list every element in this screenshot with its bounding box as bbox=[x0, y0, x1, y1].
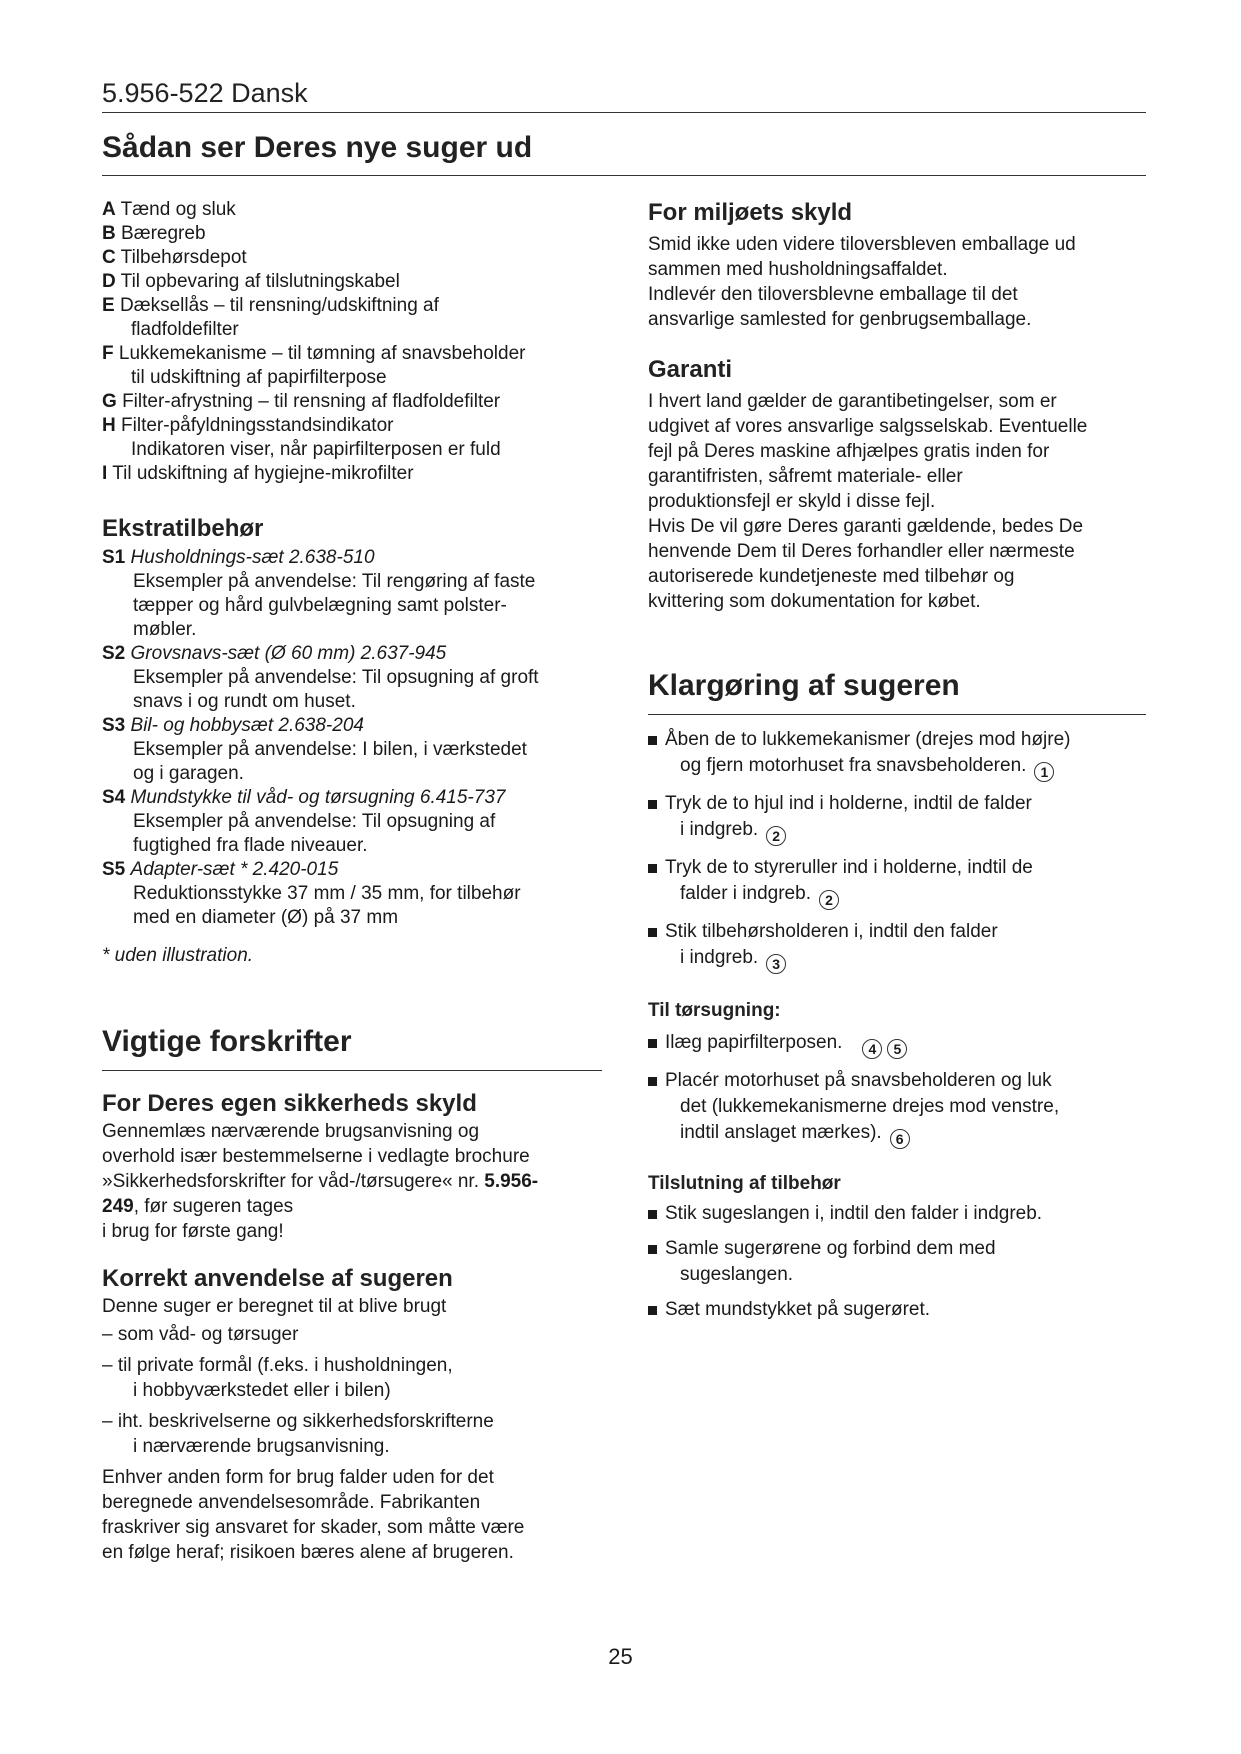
usage-heading: Korrekt anvendelse af sugeren bbox=[102, 1265, 453, 1292]
bullet-square bbox=[648, 1039, 657, 1048]
legend-item-d: D Til opbevaring af tilslutningskabel bbox=[102, 271, 400, 292]
right-column bbox=[648, 198, 1148, 1332]
safety-text: Gennemlæs nærværende brugsanvisning og overhold især bestemmelserne i vedlagte brochure »Sikkerhedsforskrifter for våd-/tørsugere« nr. 5.956- 249, før sugeren tages i brug for første gang! bbox=[102, 1121, 539, 1242]
connect-step-3: Sæt mundstykket på sugerøret. bbox=[648, 1297, 1148, 1323]
title-rule bbox=[102, 175, 1146, 176]
dry-step-2: Placér motorhuset på snavsbeholderen og luk det (lukkemekanismerne drejes mod venstre, indtil anslaget mærkes). 6 bbox=[648, 1068, 1148, 1149]
bullet-square bbox=[648, 800, 657, 809]
bullet-square bbox=[648, 864, 657, 873]
usage-item-2: – til private formål (f.eks. i husholdningen, i hobbyværkstedet eller i bilen) bbox=[102, 1355, 453, 1401]
bullet-square bbox=[648, 736, 657, 745]
prep-step-3: Tryk de to styreruller ind i holderne, indtil de falder i indgreb. 2 bbox=[648, 855, 1148, 910]
preparation-rule bbox=[648, 714, 1146, 715]
dry-step-1: Ilæg papirfilterposen. 4 5 bbox=[648, 1030, 1148, 1059]
accessories-list bbox=[102, 546, 602, 930]
legend-item-b: B Bæregreb bbox=[102, 223, 206, 244]
accessory-s2: S2 Grovsnavs-sæt (Ø 60 mm) 2.637-945 Eksempler på anvendelse: Til opsugning af groft snavs i og rundt om huset. bbox=[102, 643, 539, 712]
accessory-s5: S5 Adapter-sæt * 2.420-015 Reduktionsstykke 37 mm / 35 mm, for tilbehør med en diameter (Ø) på 37 mm bbox=[102, 859, 521, 928]
environment-text: Smid ikke uden videre tiloversbleven emballage ud sammen med husholdningsaffaldet. Indlevér den tiloversblevne emballage til det ansvarlige samlested for genbrugsemballage. bbox=[648, 234, 1076, 330]
figure-ref-icon: 5 bbox=[887, 1039, 907, 1059]
document-header: 5.956-522 Dansk bbox=[102, 78, 308, 108]
page-title: Sådan ser Deres nye suger ud bbox=[102, 131, 533, 164]
figure-ref-icon: 6 bbox=[890, 1129, 910, 1149]
connect-step-2: Samle sugerørene og forbind dem med sugeslangen. bbox=[648, 1236, 1148, 1288]
page-number: 25 bbox=[608, 1644, 633, 1669]
dry-vacuuming-heading: Til tørsugning: bbox=[648, 1000, 781, 1021]
bullet-square bbox=[648, 1245, 657, 1254]
usage-outro: Enhver anden form for brug falder uden for det beregnede anvendelsesområde. Fabrikanten fraskriver sig ansvaret for skader, som måtte være en følge heraf; risikoen bæres alene af brugeren. bbox=[102, 1467, 525, 1563]
important-rule bbox=[102, 1070, 602, 1071]
usage-item-1: – som våd- og tørsuger bbox=[102, 1324, 299, 1345]
legend-item-h: H Filter-påfyldningsstandsindikator Indikatoren viser, når papirfilterposen er fuld bbox=[102, 415, 501, 460]
legend-item-e: E Dæksellås – til rensning/udskiftning af fladfoldefilter bbox=[102, 295, 439, 340]
bullet-square bbox=[648, 1077, 657, 1086]
warranty-text: I hvert land gælder de garantibetingelser, som er udgivet af vores ansvarlige salgsselskab. Eventuelle fejl på Deres maskine afhjælpes gratis inden for garantifristen, såfremt materiale- eller produktionsfejl er skyld i disse fejl. Hvis De vil gøre Deres garanti gældende, bedes De henvende Dem til Deres forhandler eller nærmeste autoriserede kundetjeneste med tilbehør og kvittering som dokumentation for købet. bbox=[648, 391, 1088, 612]
connect-accessories-heading: Tilslutning af tilbehør bbox=[648, 1173, 841, 1194]
usage-item-3: – iht. beskrivelserne og sikkerhedsforskrifterne i nærværende brugsanvisning. bbox=[102, 1411, 494, 1457]
accessories-heading: Ekstratilbehør bbox=[102, 515, 264, 542]
accessory-s3: S3 Bil- og hobbysæt 2.638-204 Eksempler på anvendelse: I bilen, i værkstedet og i garagen. bbox=[102, 715, 527, 784]
prep-step-4: Stik tilbehørsholderen i, indtil den falder i indgreb. 3 bbox=[648, 919, 1148, 974]
figure-ref-icon: 2 bbox=[819, 890, 839, 910]
prep-step-2: Tryk de to hjul ind i holderne, indtil de falder i indgreb. 2 bbox=[648, 791, 1148, 846]
legend-item-f: F Lukkemekanisme – til tømning af snavsbeholder til udskiftning af papirfilterpose bbox=[102, 343, 526, 388]
environment-heading: For miljøets skyld bbox=[648, 199, 853, 226]
safety-heading: For Deres egen sikkerheds skyld bbox=[102, 1090, 477, 1117]
bullet-square bbox=[648, 1306, 657, 1315]
bullet-square bbox=[648, 928, 657, 937]
legend-item-g: G Filter-afrystning – til rensning af fladfoldefilter bbox=[102, 391, 501, 412]
accessories-note: * uden illustration. bbox=[102, 945, 254, 966]
figure-ref-icon: 4 bbox=[862, 1039, 882, 1059]
figure-ref-icon: 1 bbox=[1034, 762, 1054, 782]
legend-item-a: A Tænd og sluk bbox=[102, 199, 236, 220]
legend-item-i: I Til udskiftning af hygiejne-mikrofilter bbox=[102, 463, 414, 484]
accessory-s1: S1 Husholdnings-sæt 2.638-510 Eksempler på anvendelse: Til rengøring af faste tæpper og hård gulvbelægning samt polster- møbler. bbox=[102, 547, 536, 640]
usage-intro: Denne suger er beregnet til at blive brugt bbox=[102, 1296, 447, 1317]
left-column bbox=[102, 198, 602, 1565]
header-rule bbox=[102, 112, 1146, 113]
prep-step-1: Åben de to lukkemekanismer (drejes mod højre) og fjern motorhuset fra snavsbeholderen. 1 bbox=[648, 727, 1148, 782]
figure-ref-icon: 2 bbox=[766, 826, 786, 846]
bullet-square bbox=[648, 1210, 657, 1219]
connect-step-1: Stik sugeslangen i, indtil den falder i indgreb. bbox=[648, 1201, 1148, 1227]
accessory-s4: S4 Mundstykke til våd- og tørsugning 6.415-737 Eksempler på anvendelse: Til opsugning af fugtighed fra flade niveauer. bbox=[102, 787, 506, 856]
figure-ref-icon: 3 bbox=[766, 954, 786, 974]
preparation-heading: Klargøring af sugeren bbox=[648, 669, 960, 702]
legend-item-c: C Tilbehørsdepot bbox=[102, 247, 247, 268]
important-heading: Vigtige forskrifter bbox=[102, 1025, 352, 1058]
legend-list bbox=[102, 198, 602, 486]
warranty-heading: Garanti bbox=[648, 356, 733, 383]
